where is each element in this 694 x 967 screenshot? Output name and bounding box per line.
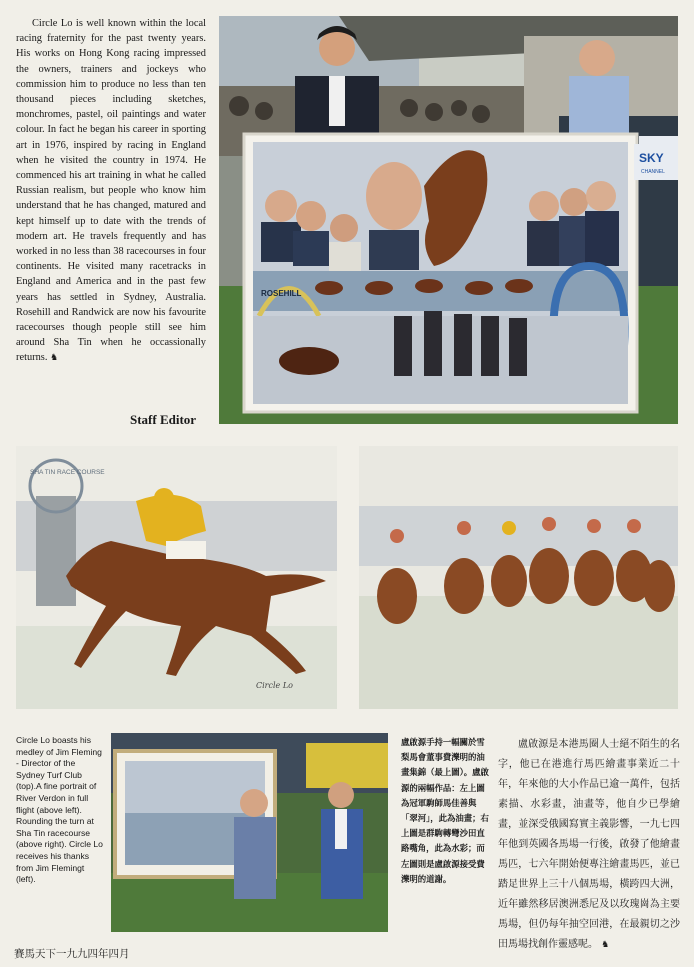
painting-jockey-river-verdon	[16, 446, 337, 709]
photo-artist-with-painting-graphic	[219, 16, 678, 424]
artist-signature: Circle Lo	[256, 681, 293, 690]
sky-channel-sign: CHANNEL	[641, 169, 665, 175]
painting-rounding-the-turn	[359, 446, 678, 709]
author-byline: Staff Editor	[130, 412, 197, 427]
article-english	[16, 16, 206, 366]
photo-handshake-graphic	[111, 733, 388, 932]
article-chinese-body: 盧啟源是本港馬圈人士絕不陌生的名字，他已在港進行馬匹繪畫事業近二十年，年來他的大小作品已逾一萬件，包括素描、水彩畫，油畫等，他自少已學繪畫，並深受俄國寫實主義影響，一九七四年他到英國各馬場一行後，啟發了他繪畫馬匹，七六年開始便專注繪畫馬匹，並已踏足世界上三十八個馬場，橫跨四大洲，近年雖然移居澳洲悉尼及以玫瑰崗為主要馬場，但仍每年抽空回港，在最親切之沙田馬場找創作靈感呢。	[498, 739, 680, 950]
article-english-body: Circle Lo is well known within the local racing fraternity for the past twenty years. His works on Hong Kong racing impressed the owners, trainers and jockeys who commission him to produce no less than ten thousand pieces including sketches, monchromes, pastel, oil paintings and water colour. In fact he began his career in sporting art in 1976, inspired by racing in England when he visited the country in 1974. He commenced his art training in what he called Russian realism, but people who know him understand that he has changed, matured and kept himself up to date with the trends of modern art. He travels frequently and has worked in no less than 38 racecourses in four continents. He visited many racetracks in England and America and in the past few years has settled in Sydney, Australia. Rosehill and Randwick are now his favourite racecourses though people still see him around Sha Tin when he occassionally returns.	[16, 18, 206, 364]
caption-english: Circle Lo boasts his medley of Jim Fleming - Director of the Sydney Turf Club (top).A fine portrait of River Verdon in full flight (above left). Rounding the turn at Sha Tin racecourse (above right). Circle Lo receives his thanks from Jim Flemingt (left).	[16, 735, 103, 885]
sky-sign: SKY	[639, 151, 664, 165]
photo-handshake	[111, 733, 388, 932]
caption-chinese: 盧啟源手持一幅關於雪梨馬會董事費濼明的油畫集錦（最上圖）。盧啟源的兩幅作品：左上圖為冠軍駒師馬佳善與「翠河」，此為油畫；右上圖是群駒轉彎沙田直路嘴角，此為水彩；而左圖則是盧啟源接受費濼明的道謝。	[401, 737, 489, 884]
article-chinese	[498, 735, 680, 955]
painting-jockey-river-verdon-graphic	[16, 446, 337, 709]
racecourse-sign: SHA TIN RACE COURSE	[30, 469, 105, 476]
horse-end-mark-icon: ♞	[50, 352, 59, 363]
page-footer: 賽馬天下一九九四年四月	[14, 948, 130, 960]
painting-rounding-the-turn-graphic	[359, 446, 678, 709]
rosehill-sign: ROSEHILL	[261, 289, 302, 298]
horse-end-mark-icon: ♞	[601, 940, 610, 950]
photo-artist-with-painting	[219, 16, 678, 424]
